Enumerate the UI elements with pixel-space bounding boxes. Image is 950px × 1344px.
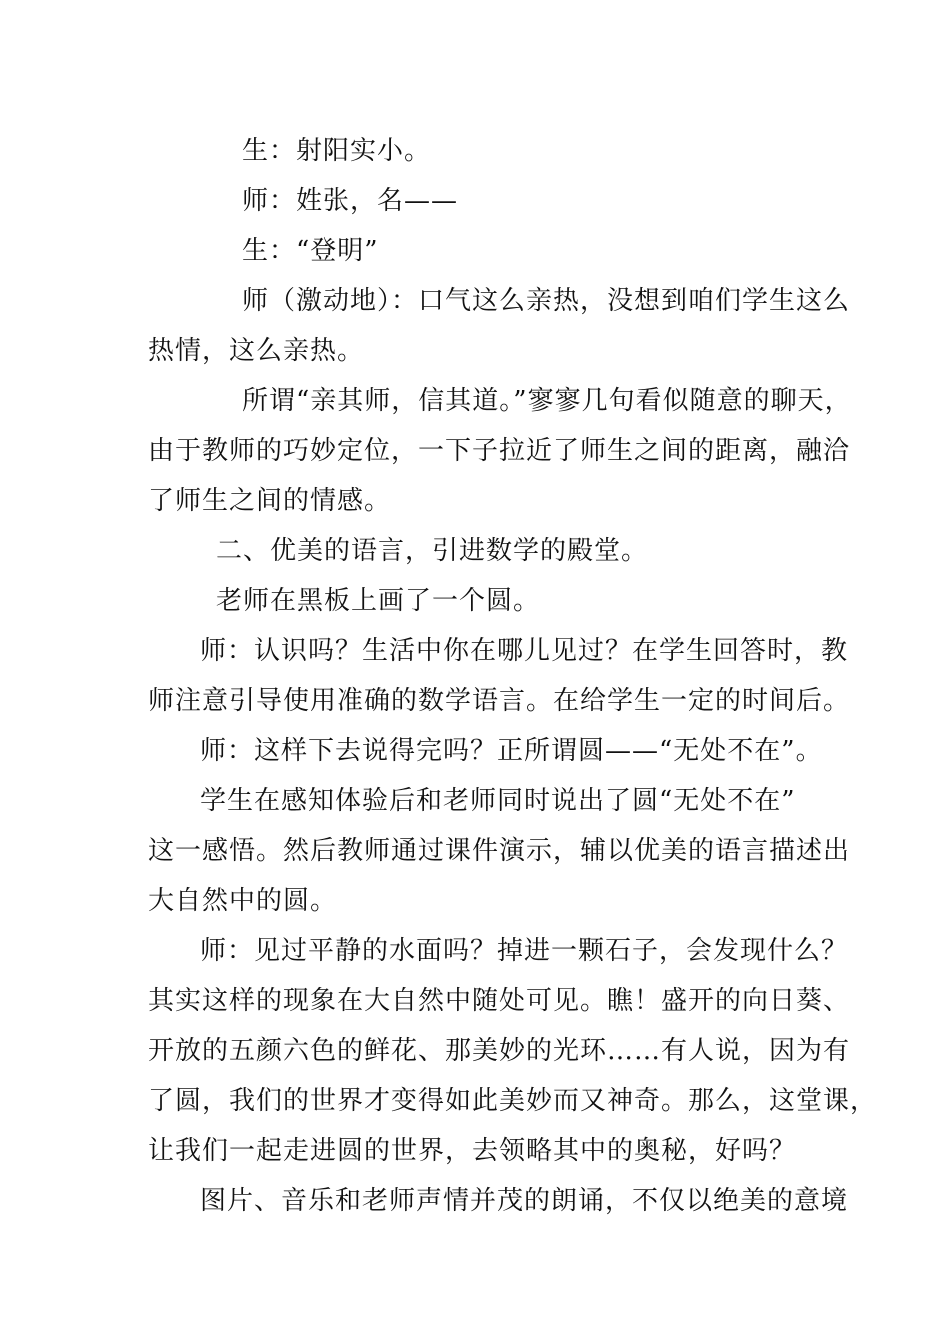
text-line: 了圆，我们的世界才变得如此美妙而又神奇。那么，这堂课， <box>148 1086 878 1116</box>
text-line: 图片、音乐和老师声情并茂的朗诵，不仅以绝美的意境 <box>200 1186 849 1216</box>
text-line: 生：射阳实小。 <box>242 136 432 166</box>
text-line: 生：“登明” <box>242 236 379 266</box>
text-line: 师：见过平静的水面吗？掉进一颗石子，会发现什么？ <box>200 936 849 966</box>
text-line: 师：这样下去说得完吗？正所谓圆——“无处不在”。 <box>200 736 823 766</box>
text-line: 老师在黑板上画了一个圆。 <box>216 586 541 616</box>
text-line: 师（激动地）：口气这么亲热，没想到咱们学生这么 <box>242 286 851 316</box>
section-heading: 二、优美的语言，引进数学的殿堂。 <box>216 536 649 566</box>
text-line: 了师生之间的情感。 <box>148 486 392 516</box>
text-line: 其实这样的现象在大自然中随处可见。瞧！盛开的向日葵、 <box>148 986 851 1016</box>
text-line: 师注意引导使用准确的数学语言。在给学生一定的时间后。 <box>148 686 851 716</box>
text-line: 所谓“亲其师，信其道。”寥寥几句看似随意的聊天， <box>242 386 852 416</box>
text-line: 热情，这么亲热。 <box>148 336 365 366</box>
text-line: 由于教师的巧妙定位，一下子拉近了师生之间的距离，融洽 <box>148 436 851 466</box>
text-line: 让我们一起走进圆的世界，去领略其中的奥秘，好吗？ <box>148 1136 797 1166</box>
text-line: 师：姓张，名—— <box>242 186 459 216</box>
text-line: 开放的五颜六色的鲜花、那美妙的光环……有人说，因为有 <box>148 1036 851 1066</box>
text-line: 大自然中的圆。 <box>148 886 338 916</box>
text-line: 学生在感知体验后和老师同时说出了圆“无处不在” <box>200 786 796 816</box>
text-line: 这一感悟。然后教师通过课件演示，辅以优美的语言描述出 <box>148 836 851 866</box>
text-line: 师：认识吗？生活中你在哪儿见过？在学生回答时，教 <box>200 636 849 666</box>
